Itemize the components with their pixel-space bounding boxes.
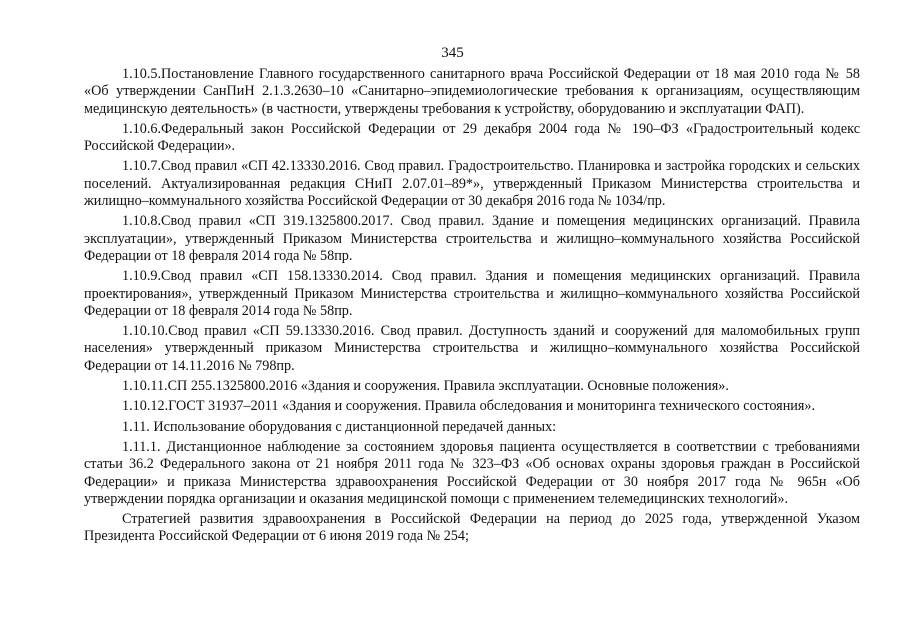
paragraph-1-10-7: 1.10.7.Свод правил «СП 42.13330.2016. Свод правил. Градостроительство. Планировка и застройка городских и сельских поселений. Актуализированная редакция СНиП 2.07.01–89*», утвержденный Приказом Министерства строительства и жилищно–коммунального хозяйства Российской Федерации от 30 декабря 2016 года № 1034/пр. [84,158,860,210]
paragraph-1-11: 1.11. Использование оборудования с дистанционной передачей данных: [122,418,557,435]
paragraph-1-10-5: 1.10.5.Постановление Главного государственного санитарного врача Российской Федерации от 18 мая 2010 года № 58 «Об утверждении СанПиН 2.1.3.2630–10 «Санитарно–эпидемиологические требования к организациям, осуществляющим медицинскую деятельность» (в частности, утверждены требования к устройству, оборудованию и эксплуатации ФАП). [84,66,860,117]
paragraph-1-10-6: 1.10.6.Федеральный закон Российской Федерации от 29 декабря 2004 года № 190–ФЗ «Градостроительный кодекс Российской Федерации». [84,120,860,155]
paragraph-1-11-1: 1.11.1. Дистанционное наблюдение за состоянием здоровья пациента осуществляется в соответствии с требованиями статьи 36.2 Федерального закона от 21 ноября 2011 года № 323–ФЗ «Об основах охраны здоровья граждан в Российской Федерации» и приказа Министерства здравоохранения Российской Федерации от 30 ноября 2017 года № 965н «Об утверждении порядка организации и оказания медицинской помощи с применением телемедицинских технологий». [84,438,860,507]
document-body [84,66,860,546]
paragraph-1-10-8: 1.10.8.Свод правил «СП 319.1325800.2017. Свод правил. Здание и помещения медицинских организаций. Правила эксплуатации», утвержденный Приказом Министерства строительства и жилищно–коммунального хозяйства Российской Федерации от 18 февраля 2014 года № 58пр. [84,213,860,264]
paragraph-1-10-12: 1.10.12.ГОСТ 31937–2011 «Здания и сооружения. Правила обследования и мониторинга технического состояния». [122,398,816,415]
paragraph-1-10-9: 1.10.9.Свод правил «СП 158.13330.2014. Свод правил. Здания и помещения медицинских организаций. Правила проектирования», утвержденный Приказом Министерства строительства и жилищно–коммунального хозяйства Российской Федерации от 18 февраля 2014 года № 58пр. [84,268,860,319]
paragraph-1-10-10: 1.10.10.Свод правил «СП 59.13330.2016. Свод правил. Доступность зданий и сооружений для маломобильных групп населения» утвержденный приказом Министерства строительства и жилищно–коммунального хозяйства Российской Федерации от 14.11.2016 № 798пр. [84,323,860,374]
paragraph-1-10-11: 1.10.11.СП 255.1325800.2016 «Здания и сооружения. Правила эксплуатации. Основные положения». [122,378,729,395]
page-number: 345 [441,45,464,61]
paragraph-strategy: Стратегией развития здравоохранения в Российской Федерации на период до 2025 года, утвержденной Указом Президента Российской Федерации от 6 июня 2019 года № 254; [84,511,860,545]
